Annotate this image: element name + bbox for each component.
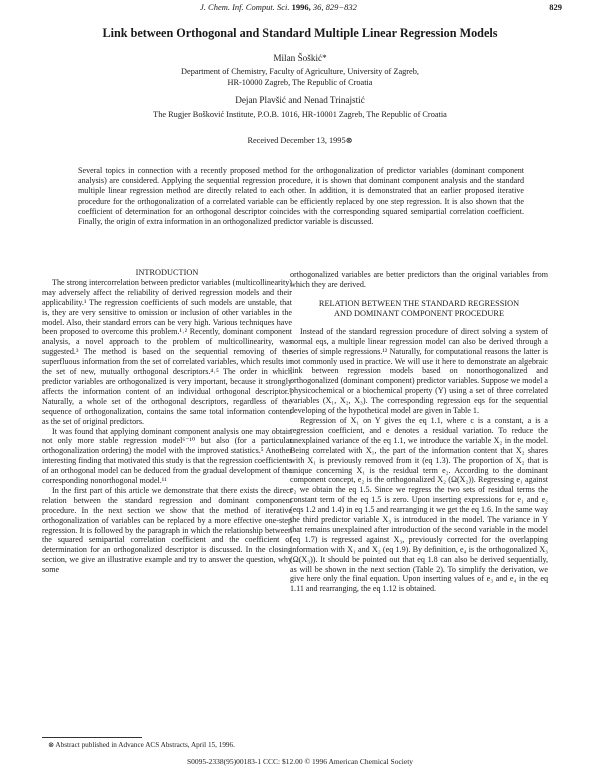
- left-column: [42, 268, 292, 575]
- paragraph: Regression of X₁ on Y gives the eq 1.1, where c is a constant, a is a regression coefficient, and e denotes a residual variation. To reduce the unexplained variance of the eq 1.1, we introduce the variable X₂ in the model. Being correlated with X₁, the part of the information content that X₂ shares with X₁ is previously removed from it (eq 1.3). The proportion of X₂ that is unique concerning X₁ is the residual term e₂. According to the dominant component concept, e₂ is the orthogonalized X₂ (Ω(X₂)). Regressing e₁ against e₂ we obtain the eq 1.5. Since we regress the two sets of residual terms the constant term of the eq 1.5 is zero. Upon inserting expressions for e₁ and e₂ (eqs 1.2 and 1.4) in eq 1.5 and rearranging it we get the eq 1.6. In the same way the third predictor variable X₃ is introduced in the model. The variance in Y that remains unexplained after introduction of the second variable in the model (eq 1.7) is regressed against X₃, previously corrected for the overlapping information with X₁ and X₂ (eq 1.9). By definition, e₄ is the orthogonalized X₃ (Ω(X₃)). It should be pointed out that eq 1.8 can also be derived sequentially, as will be shown in the next section (Table 2). To simplify the derivation, we give here only the final equation. Upon inserting values of e₃ and e₄ in the eq 1.11 and rearranging, the eq 1.12 is obtained.: [290, 415, 548, 594]
- running-head: [0, 2, 600, 14]
- journal-citation: J. Chem. Inf. Comput. Sci. 1996, 36, 829−832: [200, 2, 357, 12]
- affiliation-zagreb-line2: HR-10000 Zagreb, The Republic of Croatia: [227, 78, 373, 87]
- paragraph: In the first part of this article we demonstrate that there exists the direct relation between the standard regression and dominant component procedure. In the next section we show that the method of iterative orthogonalization of variables can be replaced by a more effective one-step regression. It is followed by the paragraph in which the relationship between the squared semipartial correlation coefficient and the coefficient of determination for an orthogonalized descriptor is discussed. In the closing section, we give an illustrative example and try to answer the question, why some: [42, 485, 292, 575]
- paragraph: It was found that applying dominant component analysis one may obtain not only more stable regression model⁶⁻¹⁰ but also (for a particular orthogonalization ordering) the model with the improved statistics.⁵ Another interesting finding that motivated this study is that the regression coefficients of an orthogonal model can be deduced from the gradual development of the corresponding nonorthogonal model.¹¹: [42, 426, 292, 486]
- affiliation-zagreb-line1: Department of Chemistry, Faculty of Agriculture, University of Zagreb,: [181, 67, 419, 76]
- paragraph-continued: orthogonalized variables are better predictors than the original variables from which they are derived.: [290, 270, 548, 289]
- affiliation-boskovic: The Rugjer Bošković Institute, P.O.B. 1016, HR-10001 Zagreb, The Republic of Croatia: [153, 110, 447, 119]
- article-title: Link between Orthogonal and Standard Multiple Linear Regression Models: [102, 26, 498, 40]
- footnote-divider: [42, 737, 142, 738]
- right-column: [290, 270, 548, 594]
- section-heading-relation: RELATION BETWEEN THE STANDARD REGRESSION AND DOMINANT COMPONENT PROCEDURE: [318, 298, 520, 318]
- footnote: ⊗ Abstract published in Advance ACS Abstracts, April 15, 1996.: [48, 741, 235, 749]
- author-soskic: Milan Šoškić*: [273, 53, 327, 63]
- copyright-footer: S0095-2338(95)00183-1 CCC: $12.00 © 1996 American Chemical Society: [186, 757, 414, 766]
- paragraph: The strong intercorrelation between predictor variables (multicollinearity) may adversely affect the reliability of derived regression models and their applicability.¹ The regression coefficients of such models are unstable, that is, they are very sensitive to omission or inclusion of other variables in the model. Also, their standard errors can be very high. Various techniques have been proposed to overcome this problem.¹˒² Recently, dominant component analysis, a novel approach to the problem of multicollinearity, was suggested.³ The method is based on the sequential removing of the superfluous information from the set of correlated variables, which results in the set of new, mutually orthogonal descriptors.⁴˒⁵ The order in which predictor variables are orthogonalized is very important, because it strongly affects the information content of an individual orthogonal descriptor.⁵ Naturally, a whole set of the orthogonal descriptors, regardless of the sequence of orthogonalization, contains the same total information content as the set of original predictors.: [42, 277, 292, 426]
- section-heading-introduction: INTRODUCTION: [135, 268, 199, 277]
- paragraph: Instead of the standard regression procedure of direct solving a system of normal eqs, a multiple linear regression model can also be derived through a series of simple regressions.¹² Naturally, for computational reasons the latter is not commonly used in practice. We will use it here to demonstrate an algebraic link between regression models based on nonorthogonalized and orthogonalized (dominant component) predictor variables. Suppose we model a physicochemical or a biochemical property (Y) using a set of three correlated variables (X₁, X₂, X₃). The corresponding regression eqs for the sequential developing of the hypothetical model are given in Table 1.: [290, 326, 548, 416]
- abstract: Several topics in connection with a recently proposed method for the orthogonalization of predictor variables (dominant component analysis) are considered. Applying the sequential regression procedure, it is shown that dominant component analysis and the standard multiple linear regression method are directly related to each other. In addition, it is demonstrated that an earlier proposed iterative procedure for the orthogonalization of a correlated variable can be efficiently replaced by one step regression. It is also shown that the coefficient of determination for an orthogonal descriptor coincides with the corresponding squared semipartial correlation coefficient. Finally, the origin of extra information in an orthogonalized predictor variable is discussed.: [78, 166, 524, 227]
- page-number: 829: [549, 2, 562, 12]
- received-date: Received December 13, 1995⊗: [247, 136, 353, 145]
- authors-plavsic-trinajstic: Dejan Plavšić and Nenad Trinajstić: [235, 95, 365, 105]
